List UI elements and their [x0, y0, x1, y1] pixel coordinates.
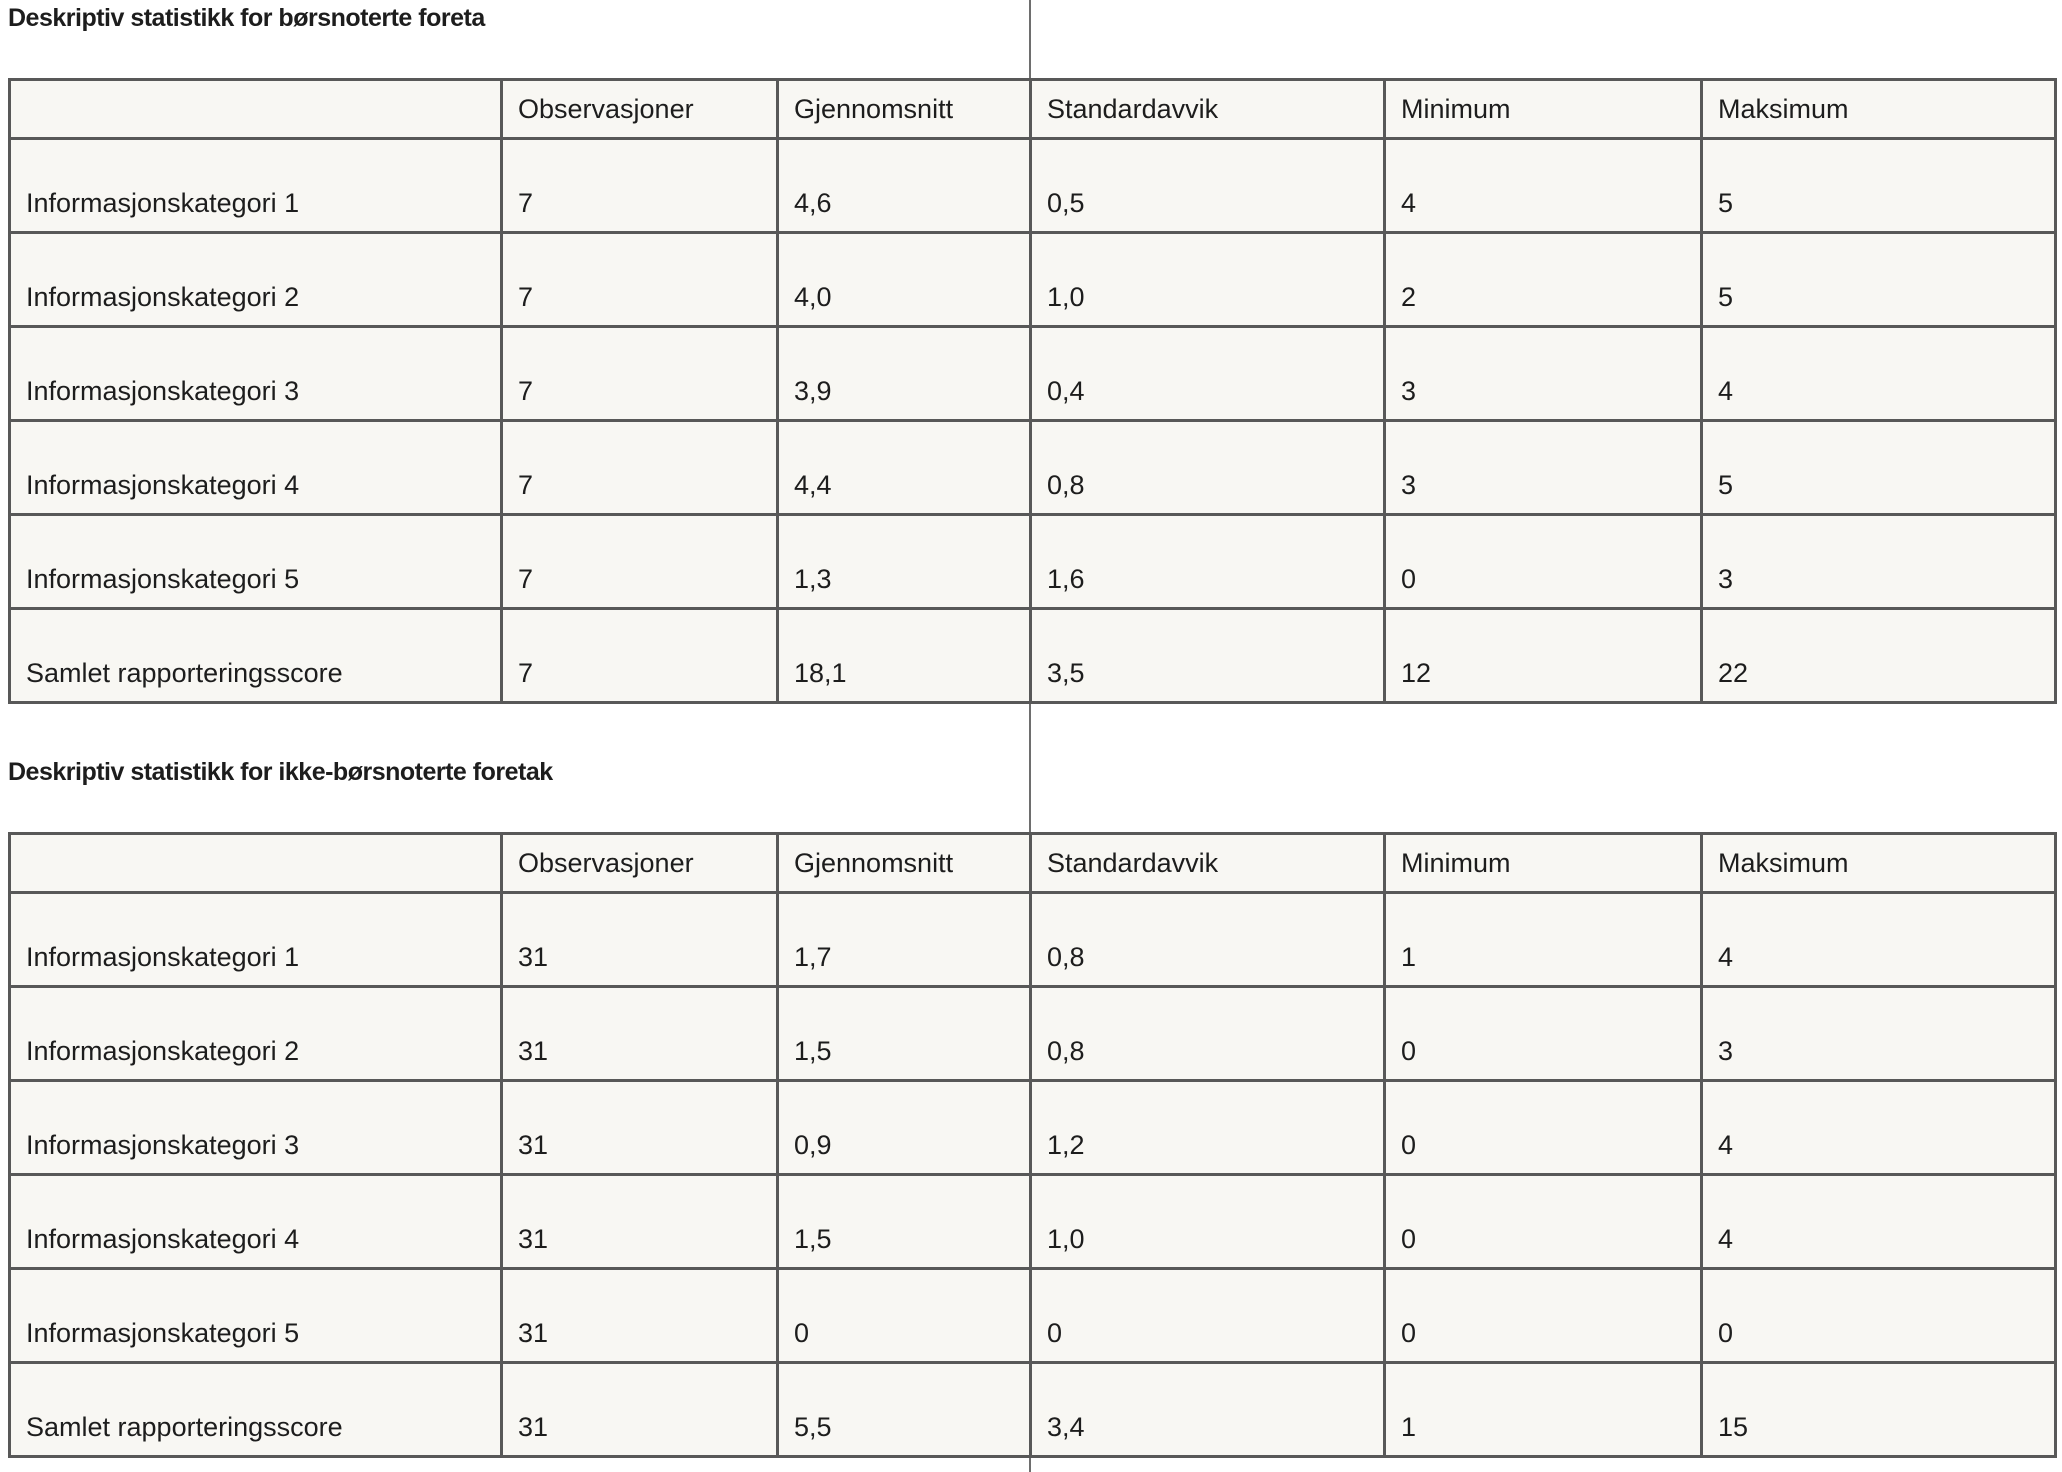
- minimum-cell: 2: [1385, 233, 1702, 327]
- minimum-cell: 0: [1385, 515, 1702, 609]
- maximum-cell: 4: [1702, 893, 2056, 987]
- std-dev-cell: 1,0: [1031, 233, 1385, 327]
- std-dev-cell: 3,5: [1031, 609, 1385, 703]
- mean-cell: 0: [778, 1269, 1031, 1363]
- corner-header-cell: [10, 834, 502, 893]
- maximum-cell: 5: [1702, 139, 2056, 233]
- table-row: [10, 421, 2056, 515]
- table-row: [10, 987, 2056, 1081]
- std-dev-header: Standardavvik: [1031, 834, 1385, 893]
- observations-cell: 7: [502, 515, 778, 609]
- observations-cell: 7: [502, 609, 778, 703]
- maximum-cell: 0: [1702, 1269, 2056, 1363]
- row-label-cell: Informasjonskategori 4: [10, 421, 502, 515]
- mean-cell: 1,7: [778, 893, 1031, 987]
- table-header: [10, 834, 2056, 893]
- table-body: [10, 139, 2056, 703]
- table-header: [10, 80, 2056, 139]
- table-row: [10, 1081, 2056, 1175]
- table-row: [10, 1269, 2056, 1363]
- table-row: [10, 139, 2056, 233]
- header-row: [10, 834, 2056, 893]
- observations-cell: 31: [502, 1269, 778, 1363]
- table-row: [10, 1363, 2056, 1457]
- mean-cell: 18,1: [778, 609, 1031, 703]
- header-row: [10, 80, 2056, 139]
- mean-cell: 0,9: [778, 1081, 1031, 1175]
- observations-cell: 31: [502, 1175, 778, 1269]
- mean-cell: 1,5: [778, 1175, 1031, 1269]
- std-dev-cell: 0: [1031, 1269, 1385, 1363]
- table-row: [10, 609, 2056, 703]
- maximum-cell: 4: [1702, 1175, 2056, 1269]
- minimum-cell: 4: [1385, 139, 1702, 233]
- observations-cell: 31: [502, 893, 778, 987]
- row-label-cell: Samlet rapporteringsscore: [10, 609, 502, 703]
- row-label-cell: Informasjonskategori 5: [10, 1269, 502, 1363]
- observations-cell: 31: [502, 1081, 778, 1175]
- row-label-cell: Informasjonskategori 2: [10, 987, 502, 1081]
- std-dev-cell: 1,2: [1031, 1081, 1385, 1175]
- mean-cell: 4,6: [778, 139, 1031, 233]
- observations-cell: 7: [502, 233, 778, 327]
- minimum-cell: 3: [1385, 421, 1702, 515]
- table-row: [10, 1175, 2056, 1269]
- observations-cell: 7: [502, 139, 778, 233]
- observations-cell: 31: [502, 987, 778, 1081]
- row-label-cell: Informasjonskategori 5: [10, 515, 502, 609]
- table-row: [10, 233, 2056, 327]
- stats-table-unlisted: [8, 832, 2057, 1458]
- std-dev-cell: 3,4: [1031, 1363, 1385, 1457]
- std-dev-cell: 0,8: [1031, 987, 1385, 1081]
- row-label-cell: Samlet rapporteringsscore: [10, 1363, 502, 1457]
- minimum-cell: 0: [1385, 1081, 1702, 1175]
- minimum-cell: 3: [1385, 327, 1702, 421]
- minimum-cell: 0: [1385, 1175, 1702, 1269]
- maximum-cell: 3: [1702, 987, 2056, 1081]
- row-label-cell: Informasjonskategori 3: [10, 1081, 502, 1175]
- stats-table-listed: [8, 78, 2057, 704]
- maximum-header: Maksimum: [1702, 834, 2056, 893]
- observations-cell: 7: [502, 421, 778, 515]
- mean-cell: 3,9: [778, 327, 1031, 421]
- table-body: [10, 893, 2056, 1457]
- minimum-cell: 0: [1385, 1269, 1702, 1363]
- mean-cell: 4,4: [778, 421, 1031, 515]
- minimum-header: Minimum: [1385, 834, 1702, 893]
- std-dev-cell: 1,6: [1031, 515, 1385, 609]
- minimum-cell: 12: [1385, 609, 1702, 703]
- maximum-cell: 22: [1702, 609, 2056, 703]
- row-label-cell: Informasjonskategori 1: [10, 893, 502, 987]
- minimum-cell: 1: [1385, 1363, 1702, 1457]
- observations-cell: 7: [502, 327, 778, 421]
- mean-cell: 4,0: [778, 233, 1031, 327]
- table-row: [10, 327, 2056, 421]
- maximum-cell: 15: [1702, 1363, 2056, 1457]
- observations-header: Observasjoner: [502, 80, 778, 139]
- observations-cell: 31: [502, 1363, 778, 1457]
- std-dev-cell: 0,8: [1031, 421, 1385, 515]
- section-title-listed: Deskriptiv statistikk for børsnoterte foreta: [8, 4, 485, 32]
- maximum-header: Maksimum: [1702, 80, 2056, 139]
- std-dev-cell: 1,0: [1031, 1175, 1385, 1269]
- minimum-cell: 1: [1385, 893, 1702, 987]
- mean-header: Gjennomsnitt: [778, 834, 1031, 893]
- std-dev-header: Standardavvik: [1031, 80, 1385, 139]
- std-dev-cell: 0,8: [1031, 893, 1385, 987]
- row-label-cell: Informasjonskategori 4: [10, 1175, 502, 1269]
- std-dev-cell: 0,5: [1031, 139, 1385, 233]
- table-row: [10, 515, 2056, 609]
- section-title-unlisted: Deskriptiv statistikk for ikke-børsnoterte foretak: [8, 758, 553, 786]
- maximum-cell: 5: [1702, 421, 2056, 515]
- observations-header: Observasjoner: [502, 834, 778, 893]
- table-row: [10, 893, 2056, 987]
- mean-header: Gjennomsnitt: [778, 80, 1031, 139]
- maximum-cell: 3: [1702, 515, 2056, 609]
- maximum-cell: 4: [1702, 327, 2056, 421]
- row-label-cell: Informasjonskategori 2: [10, 233, 502, 327]
- mean-cell: 5,5: [778, 1363, 1031, 1457]
- std-dev-cell: 0,4: [1031, 327, 1385, 421]
- minimum-header: Minimum: [1385, 80, 1702, 139]
- minimum-cell: 0: [1385, 987, 1702, 1081]
- maximum-cell: 4: [1702, 1081, 2056, 1175]
- mean-cell: 1,3: [778, 515, 1031, 609]
- mean-cell: 1,5: [778, 987, 1031, 1081]
- row-label-cell: Informasjonskategori 3: [10, 327, 502, 421]
- corner-header-cell: [10, 80, 502, 139]
- row-label-cell: Informasjonskategori 1: [10, 139, 502, 233]
- maximum-cell: 5: [1702, 233, 2056, 327]
